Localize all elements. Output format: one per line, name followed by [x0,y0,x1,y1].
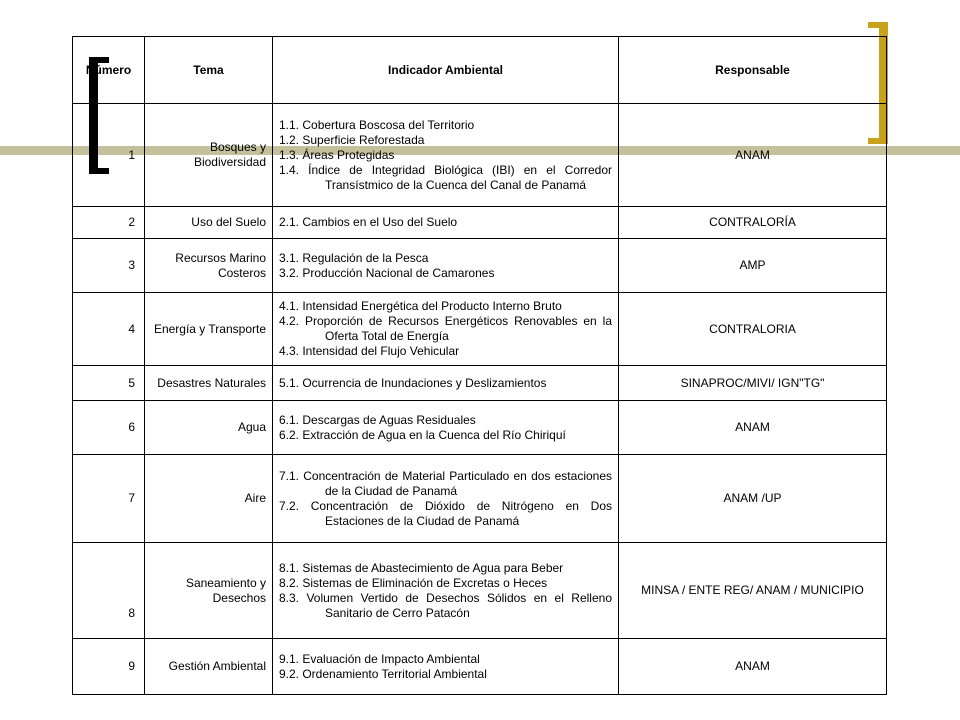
indicator-item: 8.2. Sistemas de Eliminación de Excretas o Heces [279,575,548,590]
row-tema: Energía y Transporte [145,293,273,366]
row-number: 6 [73,401,145,455]
row-tema: Gestión Ambiental [145,639,273,695]
row-responsable: AMP [619,239,887,293]
table-row [73,401,887,455]
table-row [73,207,887,239]
indicator-item: 5.1. Ocurrencia de Inundaciones y Deslizamientos [279,375,547,390]
row-number: 8 [73,543,145,639]
row-number: 7 [73,455,145,543]
indicator-item: 7.1. Concentración de Material Particulado en dos estaciones de la Ciudad de Panamá [279,468,612,498]
indicator-item: 1.4. Índice de Integridad Biológica (IBI) en el Corredor Transístmico de la Cuenca del Canal de Panamá [279,162,612,192]
indicator-item: 9.2. Ordenamiento Territorial Ambiental [279,666,487,681]
row-indicators [273,293,619,366]
table-row [73,104,887,207]
row-tema: Bosques y Biodiversidad [145,104,273,207]
indicator-item: 8.3. Volumen Vertido de Desechos Sólidos en el Relleno Sanitario de Cerro Patacón [279,590,612,620]
row-indicators [273,366,619,401]
row-tema: Agua [145,401,273,455]
table-header-row [73,37,887,104]
indicator-item: 7.2. Concentración de Dióxido de Nitrógeno en Dos Estaciones de la Ciudad de Panamá [279,498,612,528]
row-number: 4 [73,293,145,366]
table-row [73,239,887,293]
row-indicators [273,401,619,455]
table-row [73,543,887,639]
row-responsable: ANAM /UP [619,455,887,543]
indicator-item: 8.1. Sistemas de Abastecimiento de Agua para Beber [279,560,564,575]
row-number: 1 [73,104,145,207]
row-responsable: ANAM [619,401,887,455]
indicator-item: 3.2. Producción Nacional de Camarones [279,265,495,280]
row-tema: Aire [145,455,273,543]
row-indicators [273,455,619,543]
row-number: 9 [73,639,145,695]
header-tema: Tema [145,37,273,104]
indicator-item: 1.3. Áreas Protegidas [279,147,395,162]
row-indicators [273,239,619,293]
row-responsable: MINSA / ENTE REG/ ANAM / MUNICIPIO [619,543,887,639]
row-tema: Uso del Suelo [145,207,273,239]
indicator-item: 3.1. Regulación de la Pesca [279,250,429,265]
row-indicators [273,104,619,207]
row-tema: Desastres Naturales [145,366,273,401]
row-responsable: ANAM [619,639,887,695]
header-responsable: Responsable [619,37,887,104]
indicator-item: 4.3. Intensidad del Flujo Vehicular [279,344,460,358]
row-number: 3 [73,239,145,293]
row-indicators [273,639,619,695]
row-tema: Saneamiento y Desechos [145,543,273,639]
indicator-item: 1.2. Superficie Reforestada [279,132,425,147]
row-indicators [273,207,619,239]
right-bracket-top [868,22,888,28]
table-row [73,366,887,401]
indicator-item: 6.2. Extracción de Agua en la Cuenca del Río Chiriquí [279,427,566,442]
row-indicators [273,543,619,639]
indicator-item: 1.1. Cobertura Boscosa del Territorio [279,117,475,132]
row-tema: Recursos Marino Costeros [145,239,273,293]
indicator-item: 6.1. Descargas de Aguas Residuales [279,412,476,427]
row-responsable: ANAM [619,104,887,207]
indicator-item: 9.1. Evaluación de Impacto Ambiental [279,651,480,666]
indicators-table [72,36,887,695]
indicator-item: 2.1. Cambios en el Uso del Suelo [279,215,458,229]
row-responsable: CONTRALORIA [619,293,887,366]
header-numero: Número [73,37,145,104]
row-responsable: SINAPROC/MIVI/ IGN"TG" [619,366,887,401]
header-indicador: Indicador Ambiental [273,37,619,104]
table-row [73,293,887,366]
row-number: 5 [73,366,145,401]
indicator-item: 4.2. Proporción de Recursos Energéticos Renovables en la Oferta Total de Energía [279,314,612,343]
row-number: 2 [73,207,145,239]
table-row [73,455,887,543]
indicator-item: 4.1. Intensidad Energética del Producto Interno Bruto [279,299,562,313]
table-row [73,639,887,695]
row-responsable: CONTRALORÍA [619,207,887,239]
